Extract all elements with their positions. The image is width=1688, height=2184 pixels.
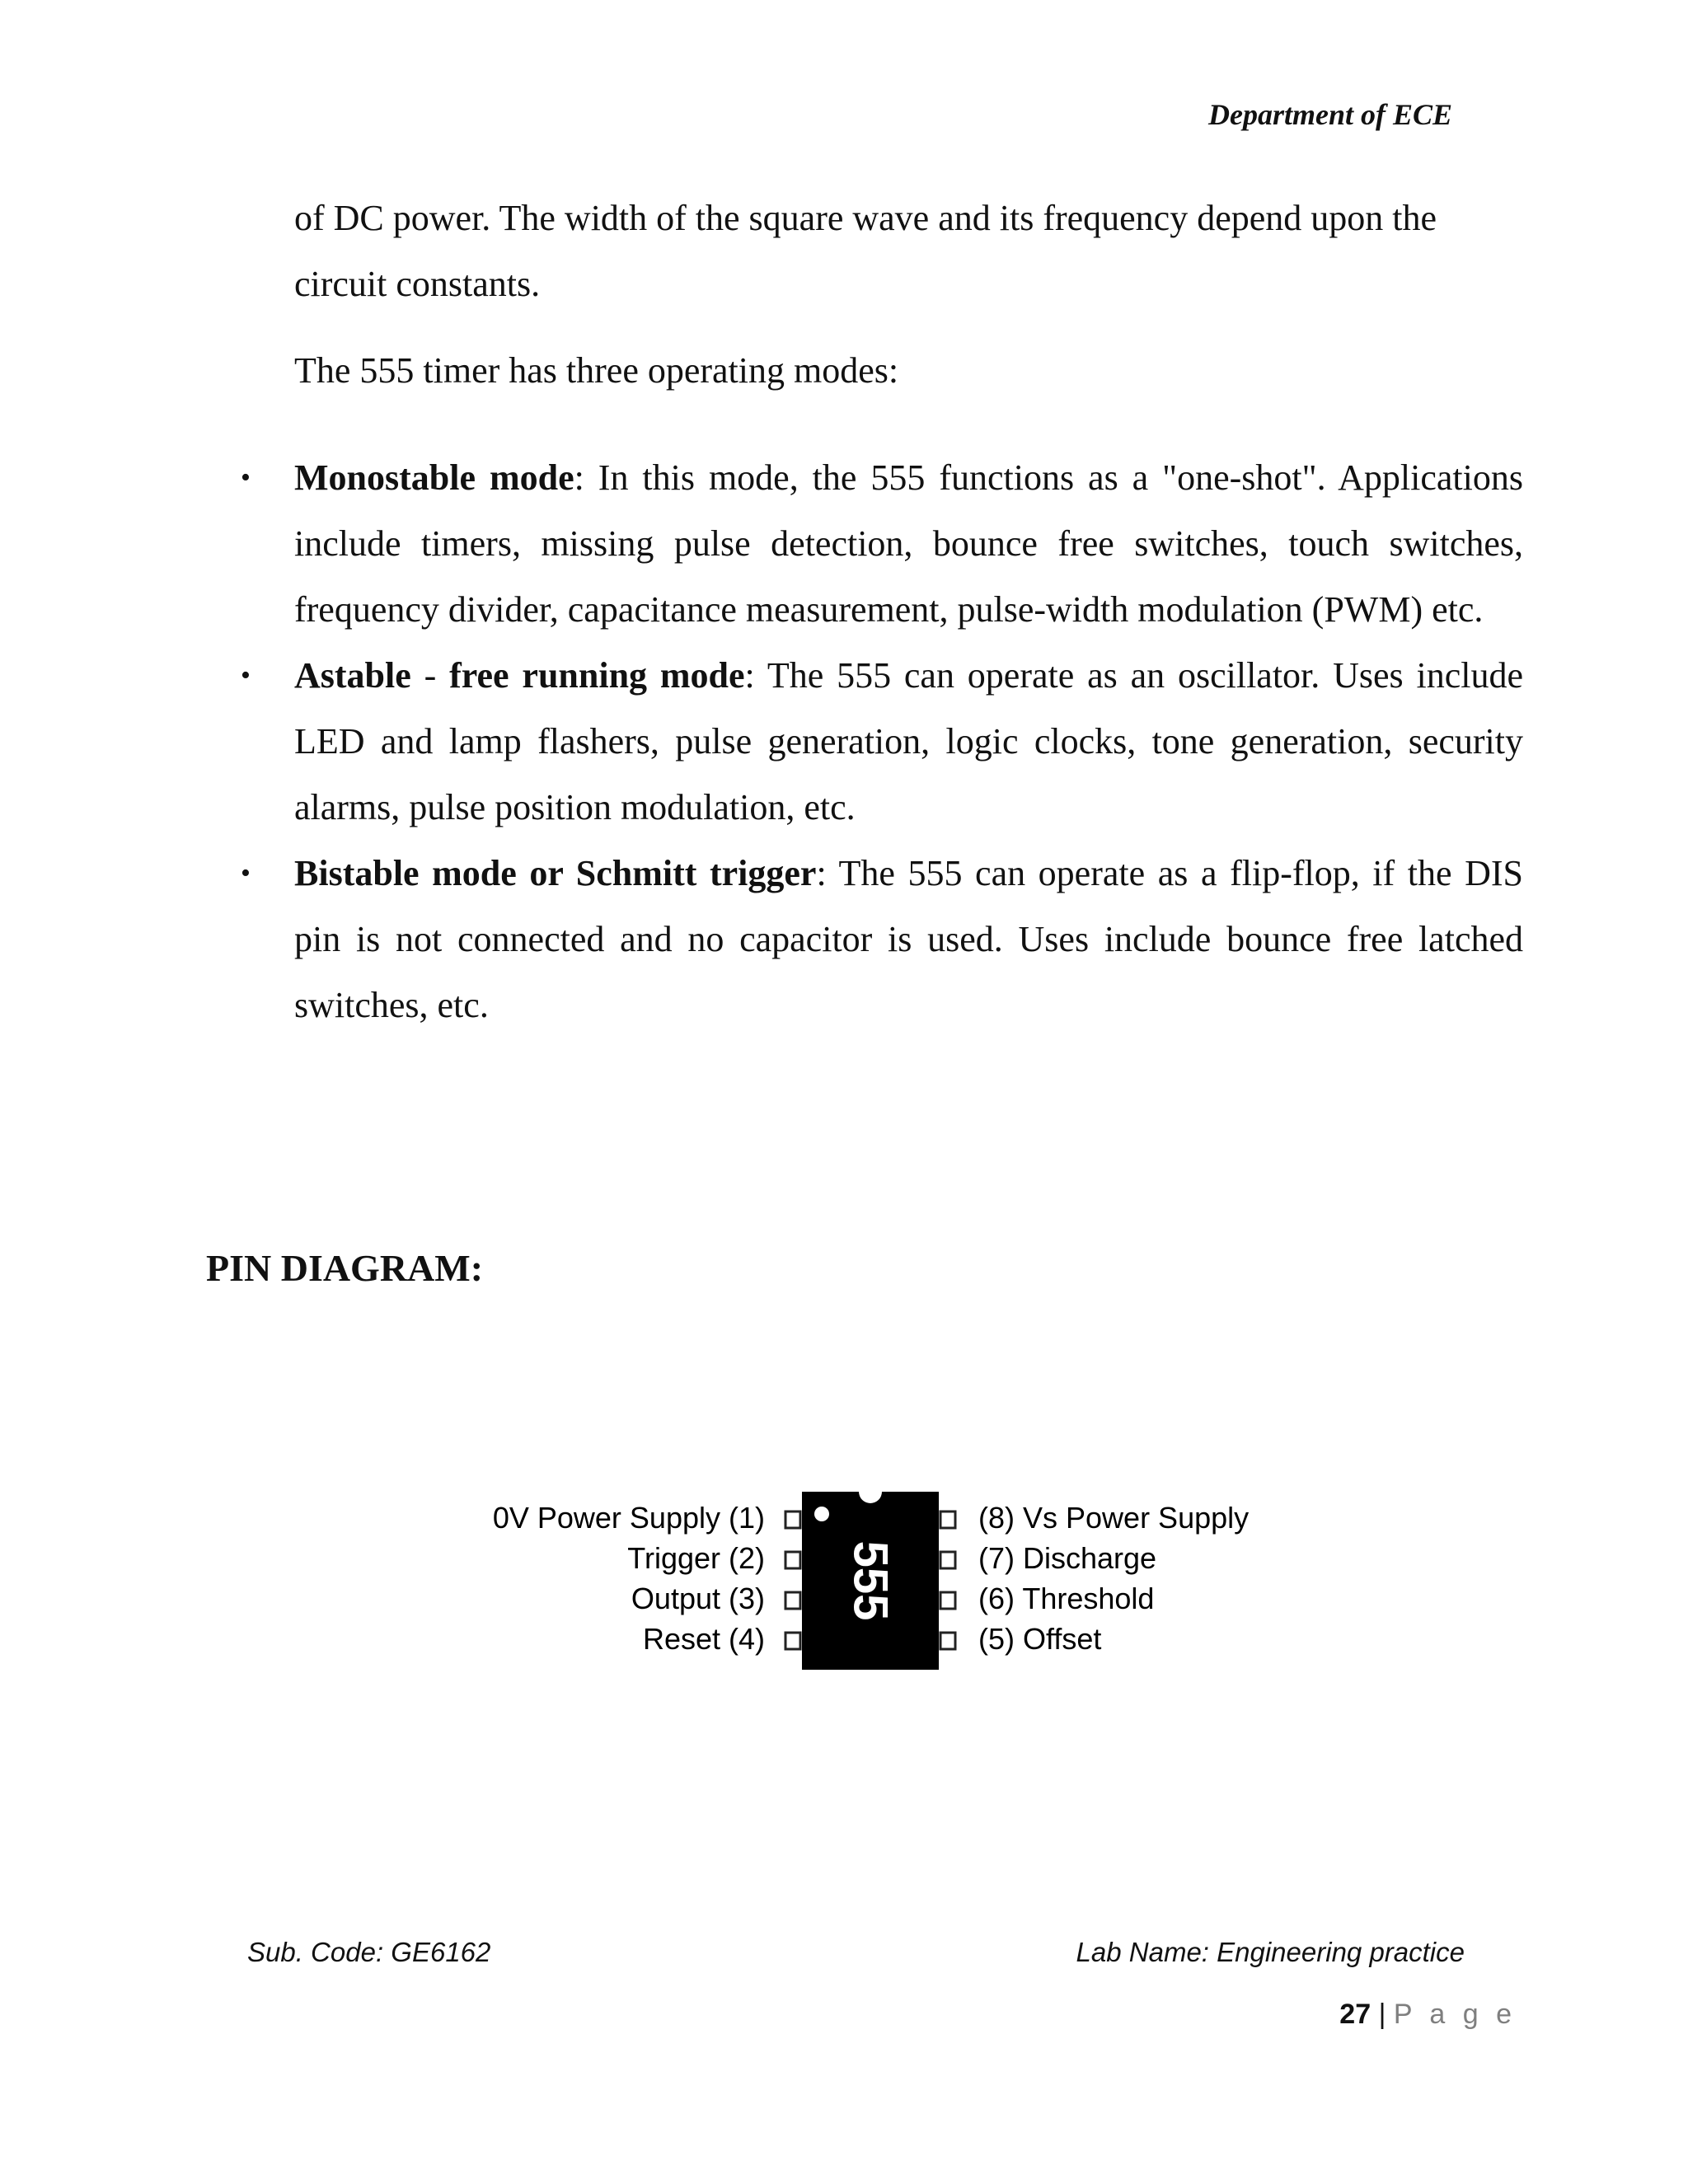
pin-label-6: (6) Threshold — [978, 1582, 1155, 1615]
pin-1 — [785, 1511, 800, 1528]
list-item — [213, 841, 1523, 1038]
footer-sub-code: Sub. Code: GE6162 — [247, 1937, 491, 1967]
bullet-icon: • — [241, 462, 251, 493]
mode-title-separator: - — [410, 655, 450, 696]
page-number-block — [1154, 1999, 1517, 2031]
footer-lab-name: Lab Name: Engineering practice — [1076, 1937, 1465, 1967]
bullet-icon: • — [241, 858, 251, 888]
intro-text: of DC power. The width of the square wave and its frequency depend upon the circuit constants. — [294, 198, 1437, 304]
pin-label-4: Reset (4) — [642, 1622, 765, 1656]
page-number: 27 — [1339, 1999, 1372, 2030]
pin-diagram — [462, 1479, 1286, 1698]
pin-8 — [940, 1511, 955, 1528]
pin-3 — [785, 1592, 800, 1609]
modes-intro-text: The 555 timer has three operating modes: — [294, 350, 899, 391]
mode-title: Monostable mode — [294, 457, 574, 498]
pin-4 — [785, 1633, 800, 1649]
bullet-icon: • — [241, 660, 251, 691]
pin-7 — [940, 1552, 955, 1568]
list-item — [213, 643, 1523, 841]
pin-label-8: (8) Vs Power Supply — [978, 1501, 1250, 1535]
pin-label-1: 0V Power Supply (1) — [492, 1501, 765, 1535]
page-separator: | — [1378, 1999, 1386, 2030]
pin-label-3: Output (3) — [631, 1582, 765, 1615]
mode-description: : The 555 can operate as an oscillator. Uses include LED and lamp flashers, pulse generation, logic clocks, tone generation, security alarms, pulse position modulation, etc. — [294, 655, 1524, 827]
pin-diagram-svg — [462, 1479, 1286, 1694]
modes-intro — [294, 338, 1522, 404]
department-header: Department of ECE — [1207, 98, 1452, 131]
modes-list — [213, 445, 1523, 1038]
page-word: P a g e — [1393, 1999, 1517, 2030]
pin-label-7: (7) Discharge — [978, 1541, 1157, 1575]
pin-diagram-heading: PIN DIAGRAM: — [206, 1247, 484, 1289]
pin1-marker-icon — [814, 1507, 829, 1521]
pin-6 — [940, 1592, 955, 1609]
intro-continuation — [294, 185, 1522, 317]
chip-label: 555 — [843, 1540, 898, 1621]
pin-label-2: Trigger (2) — [627, 1541, 765, 1575]
mode-title: Astable — [294, 655, 411, 696]
mode-description: : The 555 can operate as a flip-flop, if the DIS pin is not connected and no capacitor is used. Uses include bounce free latched switches, etc. — [294, 853, 1524, 1025]
list-item — [213, 445, 1523, 643]
mode-title: Bistable mode or Schmitt trigger — [294, 853, 817, 893]
pin-label-5: (5) Offset — [978, 1622, 1102, 1656]
pin-2 — [785, 1552, 800, 1568]
pin-5 — [940, 1633, 955, 1649]
mode-description: : In this mode, the 555 functions as a "one-shot". Applications include timers, missing pulse detection, bounce free switches, touch switches, frequency divider, capacitance measurement, pulse-width modulation (PWM) etc. — [294, 457, 1523, 630]
mode-title-secondary: free running mode — [449, 655, 745, 696]
